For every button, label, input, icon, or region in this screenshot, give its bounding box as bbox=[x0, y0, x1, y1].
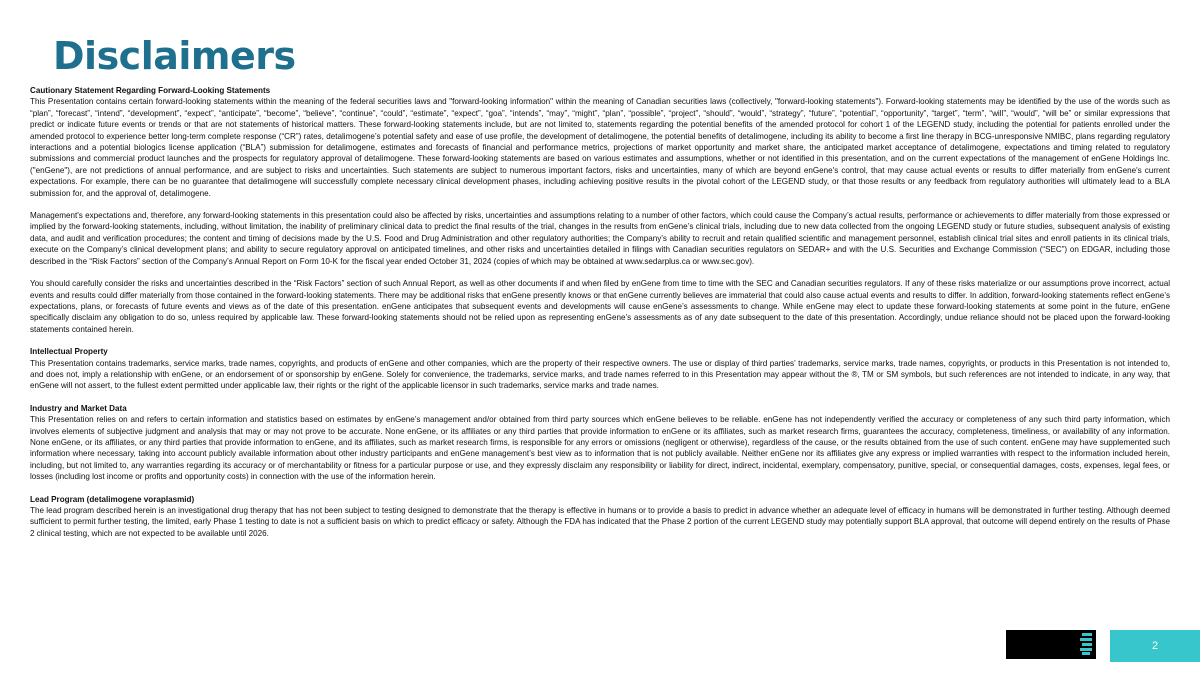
section-heading-intellectual-property: Intellectual Property bbox=[30, 347, 108, 357]
paragraph: This Presentation contains trademarks, service marks, trade names, copyrights, and products of enGene and other companies, which are the property of their respective owners. The use or display of third parties’ trademarks, service marks, trade names, copyrights, or products in this Presentation is not intended to, and does not, imply a relationship with enGene, or an endorsement of or sponsorship by enGene. Solely for convenience, the trademarks, service marks, and trade names referred to in this Presentation may appear without the ®, TM or SM symbols, but such references are not intended to indicate, in any way, that enGene will not assert, to the fullest extent permitted under applicable law, their rights or the right of the applicable licensor in such trademarks, service marks and trade names. bbox=[30, 358, 1170, 391]
paragraph: This Presentation relies on and refers to certain information and statistics based on estimates by enGene’s management and/or obtained from third party sources which enGene believes to be reliable. enGene has not independently verified the accuracy or completeness of any such third party information, which involves elements of subjective judgment and analysis that may or may not prove to be accurate. None enGene, or its affiliates or any third parties that provide information to enGene or its affiliates, such as market research firms, guarantees the accuracy, completeness, timeliness, or availability of any information. None enGene, or its affiliates, or any third parties that provide information to enGene, and its affiliates, such as market research firms, is responsible for any errors or omissions (negligent or otherwise), regardless of the cause, or the results obtained from the use of such content. enGene may have supplemented such information where necessary, taking into account publicly available information about other industry participants and enGene management’s best view as to information that is not publicly available. Neither enGene nor its affiliates give any express or implied warranties with respect to the information included herein, including, but not limited to, any warranties regarding its accuracy or of merchantability or fitness for a particular purpose or use, and they expressly disclaim any responsibility or liability for direct, indirect, incidental, exemplary, compensatory, punitive, special, or consequential damages, costs, expenses, legal fees, or losses (including lost income or profits and opportunity costs) in connection with the use of the information herein. bbox=[30, 415, 1170, 482]
section-heading-industry-market-data: Industry and Market Data bbox=[30, 403, 127, 413]
engene-logo-icon bbox=[1080, 633, 1094, 655]
section-heading-forward-looking: Cautionary Statement Regarding Forward-Looking Statements bbox=[30, 86, 271, 95]
paragraph: This Presentation contains certain forward-looking statements within the meaning of the federal securities laws and "forward-looking information" within the meaning of Canadian securities laws (collectively, "forward-looking statements"). Forward-looking statements may be identified by the use of the words such as “plan”, “forecast”, “intend”, “development”, “expect”, “anticipate”, “become”, “believe”, “continue”, “could”, “estimate”, “expect”, “goa”, “intends”, “may”, “might”, “plan”, “possible”, “project”, “should”, “would”, “strategy”, “future”, “potential”, “opportunity”, “target”, “term”, “will”, “would”, “will be” or similar expressions that predict or indicate future events or trends or that are not statements of historical matters. These forward-looking statements include, but are not limited to, statements regarding the potential benefits of the amended protocol for cohort 1 of the LEGEND study, including the potential for patients enrolled under the amended protocol to experience better long-term complete response (“CR”) rates, detalimogene’s potential safety and ease of use profile, the development of detalimogene, the potential benefits of detalimogene, including its ability to become a first line therapy in BCG-unresponsive NMIBC, plans regarding regulatory interactions and a potential biologics license application (“BLA”) submission for detalimogene, estimates and forecasts of financial and performance metrics, projections of market opportunity and market share, the anticipated market acceptance of detalimogene, expectations and timing related to regulatory submissions and commercial product launches and the prospects for regulatory approval of detalimogene. These forward-looking statements are based on various estimates and assumptions, whether or not identified in this presentation, and on the current expectations of the management of enGene Holdings Inc. ("enGene"), are not predictions of annual performance, and are subject to risks and uncertainties. Such statements are subject to numerous important factors, risks and uncertainties, many of which are beyond enGene's control, that may cause actual events or results to differ materially from enGene's current expectations. For example, there can be no guarantee that detalimogene will successfully complete necessary clinical development phases, including achieving positive results in the pivotal cohort of the LEGEND study, or that those results or any feedback from regulatory authorities will ultimately lead to a BLA submission for, and the approval of, detalimogene. bbox=[30, 97, 1170, 198]
paragraph: The lead program described herein is an investigational drug therapy that has not been subject to testing designed to demonstrate that the therapy is effective in humans or to provide a basis to predict in advance whether an adequate level of efficacy in humans will be demonstrated in further testing. Although deemed sufficient to permit further testing, the limited, early Phase 1 testing to date is not a sufficient basis on which to predict efficacy or safety. Although the FDA has indicated that the Phase 2 portion of the current LEGEND study may potentially support BLA approval, that outcome will depend entirely on the results of Phase 2 clinical testing, which are not expected to be available until 2026. bbox=[30, 506, 1170, 538]
page-number: 2 bbox=[1110, 630, 1200, 662]
disclaimer-body bbox=[30, 85, 1170, 539]
section-heading-lead-program: Lead Program (detalimogene voraplasmid) bbox=[30, 494, 195, 504]
paragraph: Management's expectations and, therefore, any forward-looking statements in this presentation could also be affected by risks, uncertainties and assumptions relating to a number of other factors, which could cause the Company’s actual results, performance or achievements to differ materially from those expressed or implied by the forward-looking statements, including, without limitation, the inability of preliminary clinical data to predict the final results of the trial, changes in the results from enGene’s clinical trials, including due to new data collected from the ongoing LEGEND study or future studies, subsequent analysis of existing data, and audit and verification procedures; the content and timing of decisions made by the U.S. Food and Drug Administration and other regulatory authorities; the Company’s ability to recruit and retain qualified scientific and management personnel, establish clinical trial sites and enroll patients in its clinical trials, execute on the Company’s clinical development plans; and ability to secure regulatory approval on anticipated timelines, and other risks and uncertainties detailed in filings with Canadian securities regulators on SEDAR+ and with the U.S. Securities and Exchange Commission (“SEC”) on EDGAR, including those described in the “Risk Factors” section of the Company’s Annual Report on Form 10-K for the fiscal year ended October 31, 2024 (copies of which may be obtained at www.sedarplus.ca or www.sec.gov). bbox=[30, 211, 1170, 266]
page-title: Disclaimers bbox=[53, 34, 296, 78]
paragraph: You should carefully consider the risks and uncertainties described in the “Risk Factors” section of such Annual Report, as well as other documents if and when filed by enGene from time to time with the SEC and Canadian securities regulators. If any of these risks materialize or our assumptions prove incorrect, actual events and results could differ materially from those contained in the forward-looking statements. There may be additional risks that enGene presently knows or that enGene currently believes are immaterial that could also cause actual events and results to differ. In addition, forward-looking statements reflect enGene’s expectations, plans, or forecasts of future events and views as of the date of this presentation. enGene anticipates that subsequent events and developments will cause enGene’s assessments to change. While enGene may elect to update these forward-looking statements at some point in the future, enGene specifically disclaim any obligation to do so, unless required by applicable law. These forward-looking statements should not be relied upon as representing enGene’s assessments as of any date subsequent to the date of this presentation. Accordingly, undue reliance should not be placed upon the forward-looking statements contained herein. bbox=[30, 279, 1170, 334]
company-logo bbox=[1006, 630, 1096, 659]
